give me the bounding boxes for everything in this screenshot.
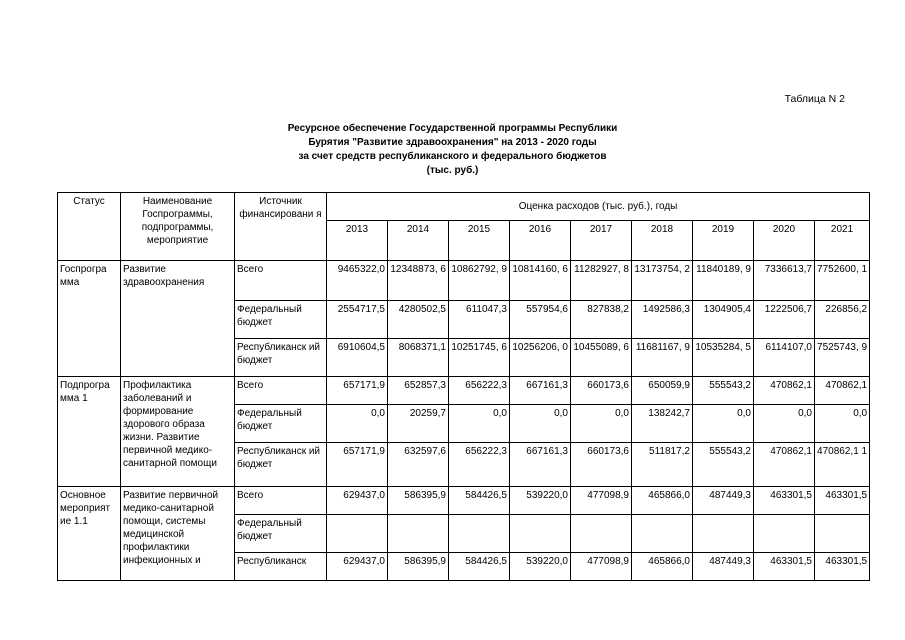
value-cell: 477098,9 [571,487,632,515]
value-cell [571,515,632,553]
value-cell: 10814160, 6 [510,261,571,301]
document-title [0,122,905,178]
value-cell: 463301,5 [815,487,870,515]
value-cell: 470862,1 1 [815,443,870,487]
value-cell: 557954,6 [510,301,571,339]
header-year: 2013 [327,221,388,261]
name-cell: Развитие здравоохранения [121,261,235,377]
value-cell: 539220,0 [510,487,571,515]
header-status: Статус [58,193,121,261]
value-cell [815,515,870,553]
value-cell: 586395,9 [388,487,449,515]
header-estimate: Оценка расходов (тыс. руб.), годы [327,193,870,221]
source-cell: Республиканск [235,553,327,581]
value-cell: 667161,3 [510,443,571,487]
value-cell: 4280502,5 [388,301,449,339]
value-cell: 470862,1 [815,377,870,405]
value-cell: 629437,0 [327,553,388,581]
header-year: 2014 [388,221,449,261]
source-cell: Всего [235,261,327,301]
value-cell: 584426,5 [449,553,510,581]
header-year: 2020 [754,221,815,261]
header-year: 2019 [693,221,754,261]
name-cell: Профилактика заболеваний и формирование здорового образа жизни. Развитие первичной медико-санитарной помощи [121,377,235,487]
value-cell: 1492586,3 [632,301,693,339]
value-cell: 465866,0 [632,487,693,515]
value-cell: 656222,3 [449,377,510,405]
value-cell: 511817,2 [632,443,693,487]
value-cell: 470862,1 [754,377,815,405]
header-year: 2015 [449,221,510,261]
value-cell: 1304905,4 [693,301,754,339]
value-cell: 9465322,0 [327,261,388,301]
header-year: 2017 [571,221,632,261]
value-cell: 650059,9 [632,377,693,405]
value-cell: 0,0 [449,405,510,443]
value-cell: 0,0 [571,405,632,443]
source-cell: Республиканск ий бюджет [235,339,327,377]
source-cell: Всего [235,377,327,405]
value-cell: 660173,6 [571,377,632,405]
value-cell [510,515,571,553]
table-number-label: Таблица N 2 [784,93,845,105]
value-cell: 463301,5 [754,487,815,515]
header-name: Наименование Госпрограммы, подпрограммы, мероприятие [121,193,235,261]
status-cell: Госпрогра мма [58,261,121,377]
title-line-3: за счет средств республиканского и федерального бюджетов [298,151,607,162]
budget-table [57,192,870,581]
value-cell: 463301,5 [815,553,870,581]
value-cell: 10455089, 6 [571,339,632,377]
source-cell: Всего [235,487,327,515]
value-cell: 0,0 [815,405,870,443]
value-cell: 827838,2 [571,301,632,339]
value-cell: 0,0 [693,405,754,443]
value-cell: 13173754, 2 [632,261,693,301]
header-year: 2018 [632,221,693,261]
header-year: 2021 [815,221,870,261]
title-line-2: Бурятия "Развитие здравоохранения" на 2013 - 2020 годы [308,137,597,148]
value-cell: 10862792, 9 [449,261,510,301]
value-cell: 138242,7 [632,405,693,443]
value-cell [449,515,510,553]
value-cell [388,515,449,553]
source-cell: Федеральный бюджет [235,405,327,443]
value-cell: 7752600, 1 [815,261,870,301]
value-cell: 11681167, 9 [632,339,693,377]
value-cell: 11840189, 9 [693,261,754,301]
value-cell: 657171,9 [327,443,388,487]
value-cell: 7525743, 9 [815,339,870,377]
value-cell: 10256206, 0 [510,339,571,377]
value-cell: 10251745, 6 [449,339,510,377]
title-line-4: (тыс. руб.) [426,165,479,176]
table-row [58,377,870,405]
value-cell: 20259,7 [388,405,449,443]
value-cell: 555543,2 [693,443,754,487]
value-cell: 660173,6 [571,443,632,487]
value-cell: 657171,9 [327,377,388,405]
header-source: Источник финансировани я [235,193,327,261]
status-cell: Основное мероприят ие 1.1 [58,487,121,581]
value-cell: 11282927, 8 [571,261,632,301]
title-line-1: Ресурсное обеспечение Государственной программы Республики [287,123,618,134]
value-cell: 632597,6 [388,443,449,487]
value-cell: 2554717,5 [327,301,388,339]
value-cell: 0,0 [327,405,388,443]
value-cell: 465866,0 [632,553,693,581]
value-cell: 10535284, 5 [693,339,754,377]
source-cell: Федеральный бюджет [235,515,327,553]
header-year: 2016 [510,221,571,261]
value-cell: 487449,3 [693,553,754,581]
value-cell: 584426,5 [449,487,510,515]
value-cell: 1222506,7 [754,301,815,339]
value-cell: 8068371,1 [388,339,449,377]
value-cell: 226856,2 [815,301,870,339]
value-cell: 652857,3 [388,377,449,405]
value-cell: 555543,2 [693,377,754,405]
value-cell: 6114107,0 [754,339,815,377]
value-cell: 0,0 [510,405,571,443]
value-cell: 586395,9 [388,553,449,581]
value-cell [632,515,693,553]
value-cell: 470862,1 [754,443,815,487]
value-cell [693,515,754,553]
value-cell: 12348873, 6 [388,261,449,301]
status-cell: Подпрогра мма 1 [58,377,121,487]
value-cell: 656222,3 [449,443,510,487]
name-cell: Развитие первичной медико-санитарной помощи, системы медицинской профилактики инфекционных и [121,487,235,581]
value-cell [754,515,815,553]
value-cell: 0,0 [754,405,815,443]
value-cell: 539220,0 [510,553,571,581]
table-row [58,261,870,301]
value-cell: 7336613,7 [754,261,815,301]
value-cell: 6910604,5 [327,339,388,377]
source-cell: Республиканск ий бюджет [235,443,327,487]
source-cell: Федеральный бюджет [235,301,327,339]
value-cell: 629437,0 [327,487,388,515]
value-cell [327,515,388,553]
value-cell: 487449,3 [693,487,754,515]
value-cell: 477098,9 [571,553,632,581]
value-cell: 611047,3 [449,301,510,339]
value-cell: 463301,5 [754,553,815,581]
table-row [58,487,870,515]
value-cell: 667161,3 [510,377,571,405]
